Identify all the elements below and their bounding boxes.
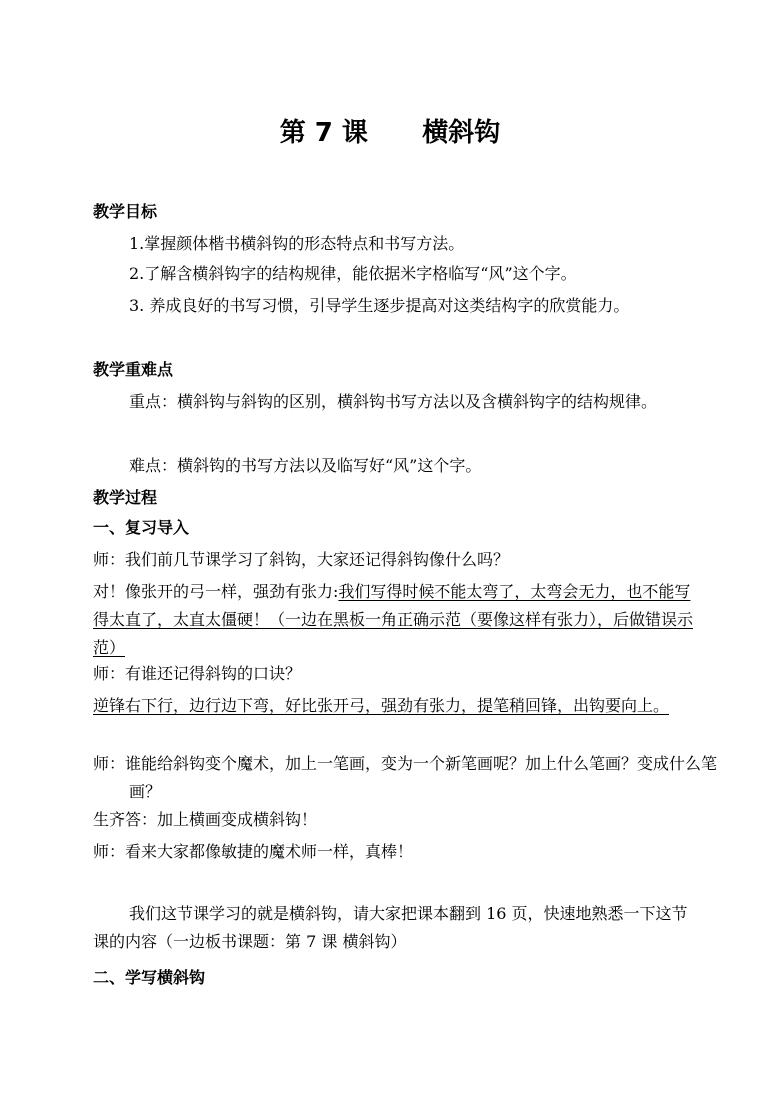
dialogue-line-1: 师：我们前几节课学习了斜钩，大家还记得斜钩像什么吗？ (93, 550, 510, 569)
dialogue-line-2 (93, 578, 693, 662)
process-heading: 教学过程 (93, 488, 158, 507)
part1-heading: 一、复习导入 (93, 518, 190, 537)
dialogue-line-2-underlined: 我们写得时候不能太弯了，太弯会无力，也不能写得太直了，太直太僵硬！（一边在黑板一角正确示范（要像这样有张力），后做错误示范） (93, 582, 694, 657)
mnemonic-underlined: 逆锋右下行，边行边下弯，好比张开弓，强劲有张力，提笔稍回锋，出钩要向上。 (93, 696, 670, 715)
part2-heading: 二、学写横斜钩 (93, 968, 206, 987)
dialogue-line-3: 师：有谁还记得斜钩的口诀？ (93, 664, 302, 683)
key-point: 重点：横斜钩与斜钩的区别，横斜钩书写方法以及含横斜钩字的结构规律。 (129, 392, 658, 411)
dialogue-line-2-plain: 对！像张开的弓一样，强劲有张力: (93, 582, 339, 601)
goal-3: 3. 养成良好的书写习惯，引导学生逐步提高对这类结构字的欣赏能力。 (129, 296, 630, 315)
goals-heading: 教学目标 (93, 202, 158, 221)
keypoints-heading: 教学重难点 (93, 360, 174, 379)
dialogue-line-4 (93, 692, 729, 720)
dialogue-line-7: 师：看来大家都像敏捷的魔术师一样，真棒！ (93, 842, 414, 861)
difficult-point: 难点：横斜钩的书写方法以及临写好“风”这个字。 (129, 456, 482, 475)
goal-2: 2.了解含横斜钩字的结构规律，能依据米字格临写“风”这个字。 (129, 264, 577, 283)
lesson-title: 第 7 课 横斜钩 (279, 118, 501, 148)
dialogue-line-5: 师：谁能给斜钩变个魔术，加上一笔画，变为一个新笔画呢？加上什么笔画？变成什么笔画？ (93, 754, 718, 801)
intro-paragraph: 我们这节课学习的就是横斜钩，请大家把课本翻到 16 页，快速地熟悉一下这节课的内容（一边板书课题：第 7 课 横斜钩） (93, 904, 688, 951)
dialogue-line-6: 生齐答：加上横画变成横斜钩！ (93, 810, 318, 829)
goal-1: 1.掌握颜体楷书横斜钩的形态特点和书写方法。 (129, 234, 465, 253)
